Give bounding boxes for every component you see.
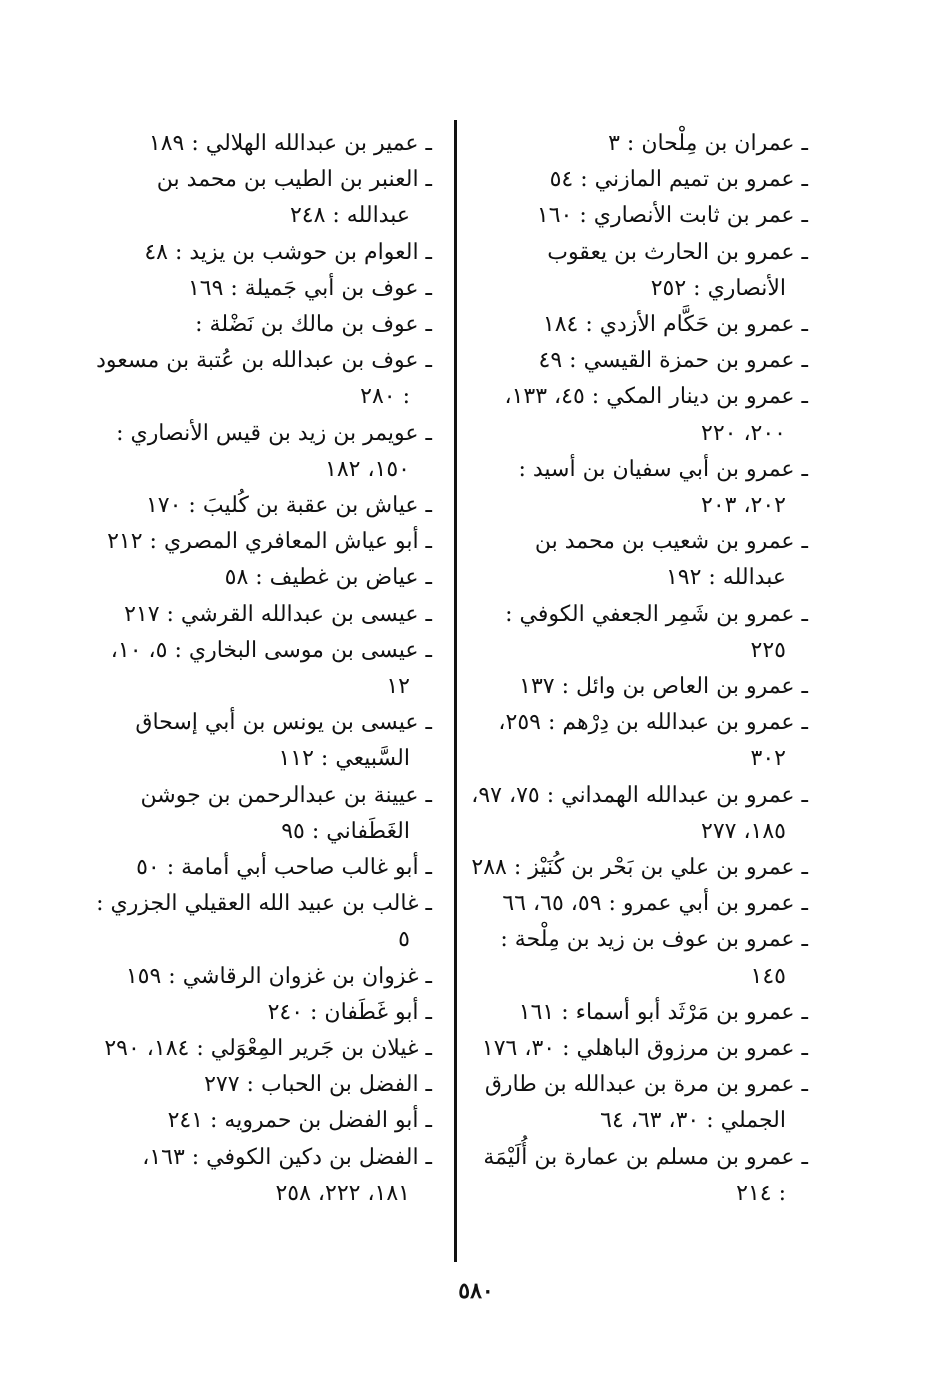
index-entry: ـ أبو غالب صاحب أبي أمامة : ٥٠: [136, 855, 432, 881]
index-entry: ـ عيسى بن يونس بن أبي إسحاق السَّبيعي : ١١٢: [135, 710, 432, 772]
index-entry: ـ العنبر بن الطيب بن محمد بن عبدالله : ٢٤٨: [156, 167, 432, 229]
index-entry: ـ عيينة بن عبدالرحمن بن جوشن الغَطَفاني : ٩٥: [140, 782, 432, 844]
index-entry: ـ الفضل بن الحباب : ٢٧٧: [204, 1072, 432, 1098]
index-entry: ـ غالب بن عبيد الله العقيلي الجزري : ٥: [96, 891, 432, 953]
index-entry: ـ عمرو بن مَرْثَد أبو أسماء : ١٦١: [518, 999, 808, 1025]
index-entry: ـ الفضل بن دكين الكوفي : ١٦٣، ١٨١، ٢٢٢، ٢٥٨: [142, 1144, 432, 1206]
index-entry: ـ عوف بن مالك بن نَضْلة :: [195, 312, 432, 338]
index-entry: ـ أبو غَطَفان : ٢٤٠: [267, 999, 432, 1025]
index-entry: ـ عمرو بن مرزوق الباهلي : ٣٠، ١٧٦: [481, 1036, 808, 1062]
index-entry: ـ عمرو بن حمزة القيسي : ٤٩: [538, 348, 808, 374]
index-entry: ـ غيلان بن جَرير المِعْوَلي : ١٨٤، ٢٩٠: [104, 1036, 432, 1062]
index-entry: ـ عمرو بن الحارث بن يعقوب الأنصاري : ٢٥٢: [547, 239, 808, 301]
index-entry: ـ عوف بن أبي جَميلة : ١٦٩: [187, 275, 432, 301]
index-entry: ـ عمران بن مِلْحان : ٣: [608, 131, 808, 156]
index-entry: ـ عمرو بن حَكَّام الأزدي : ١٨٤: [542, 312, 808, 338]
index-entry: ـ عمرو بن شعيب بن محمد بن عبدالله : ١٩٢: [534, 529, 808, 591]
index-entry: ـ عمرو بن أبي عمرو : ٥٩، ٦٥، ٦٦: [502, 891, 808, 917]
index-entry: ـ أبو عياش المعافري المصري : ٢١٢: [107, 529, 432, 555]
index-entry: ـ عمرو بن تميم المازني : ٥٤: [549, 167, 808, 193]
index-entry: ـ عيسى بن موسى البخاري : ٥، ١٠، ١٢: [110, 637, 432, 700]
index-entry: ـ عياض بن غطيف : ٥٨: [224, 565, 432, 591]
index-entry: ـ العوام بن حوشب بن يزيد : ٤٨: [144, 239, 432, 265]
index-entry: ـ عمرو بن عبدالله الهمداني : ٧٥، ٩٧، ١٨٥، ٢٧٧: [471, 782, 808, 844]
index-entry: ـ عمرو بن علي بن بَحْر بن كُنَيْز : ٢٨٨: [471, 855, 808, 881]
index-column-right: [470, 126, 808, 1212]
index-entry: ـ عمرو بن عبدالله بن دِرْهم : ٢٥٩، ٣٠٢: [498, 710, 808, 772]
index-entry: ـ أبو الفضل بن حمرويه : ٢٤١: [167, 1108, 432, 1134]
index-entry: ـ عوف بن عبدالله بن عُتبة بن مسعود : ٢٨٠: [96, 348, 432, 410]
index-entry: ـ عمر بن ثابت الأنصاري : ١٦٠: [536, 203, 808, 229]
index-entry: ـ عمرو بن أبي سفيان بن أسيد : ٢٠٢، ٢٠٣: [518, 456, 808, 519]
index-entry: ـ عمرو بن مرة بن عبدالله بن طارق الجملي : ٣٠، ٦٣، ٦٤: [484, 1072, 808, 1134]
index-entry: ـ عمرو بن شَمِر الجعفي الكوفي : ٢٢٥: [505, 601, 808, 663]
index-entry: ـ عمرو بن مسلم بن عمارة بن أُلَيْمَة : ٢١٤: [483, 1144, 808, 1206]
page-number: ٥٨٠: [458, 1278, 494, 1304]
column-divider: [454, 120, 457, 1262]
index-entry: ـ عويمر بن زيد بن قيس الأنصاري : ١٥٠، ١٨٢: [116, 420, 432, 482]
index-entry: ـ عمير بن عبدالله الهلالي : ١٨٩: [148, 131, 432, 156]
index-entry: ـ عمرو بن عوف بن زيد بن مِلْحة : ١٤٥: [500, 927, 808, 989]
index-entry: ـ عمرو بن دينار المكي : ٤٥، ١٣٣، ٢٠٠، ٢٢٠: [504, 384, 808, 446]
index-entry: ـ عيسى بن عبدالله القرشي : ٢١٧: [124, 601, 432, 627]
index-entry: ـ عياش بن عقبة بن كُليبَ : ١٧٠: [145, 493, 432, 519]
index-entry: ـ عمرو بن العاص بن وائل : ١٣٧: [519, 674, 808, 700]
index-entry: ـ غزوان بن غزوان الرقاشي : ١٥٩: [125, 963, 432, 989]
index-column-left: [94, 126, 432, 1212]
